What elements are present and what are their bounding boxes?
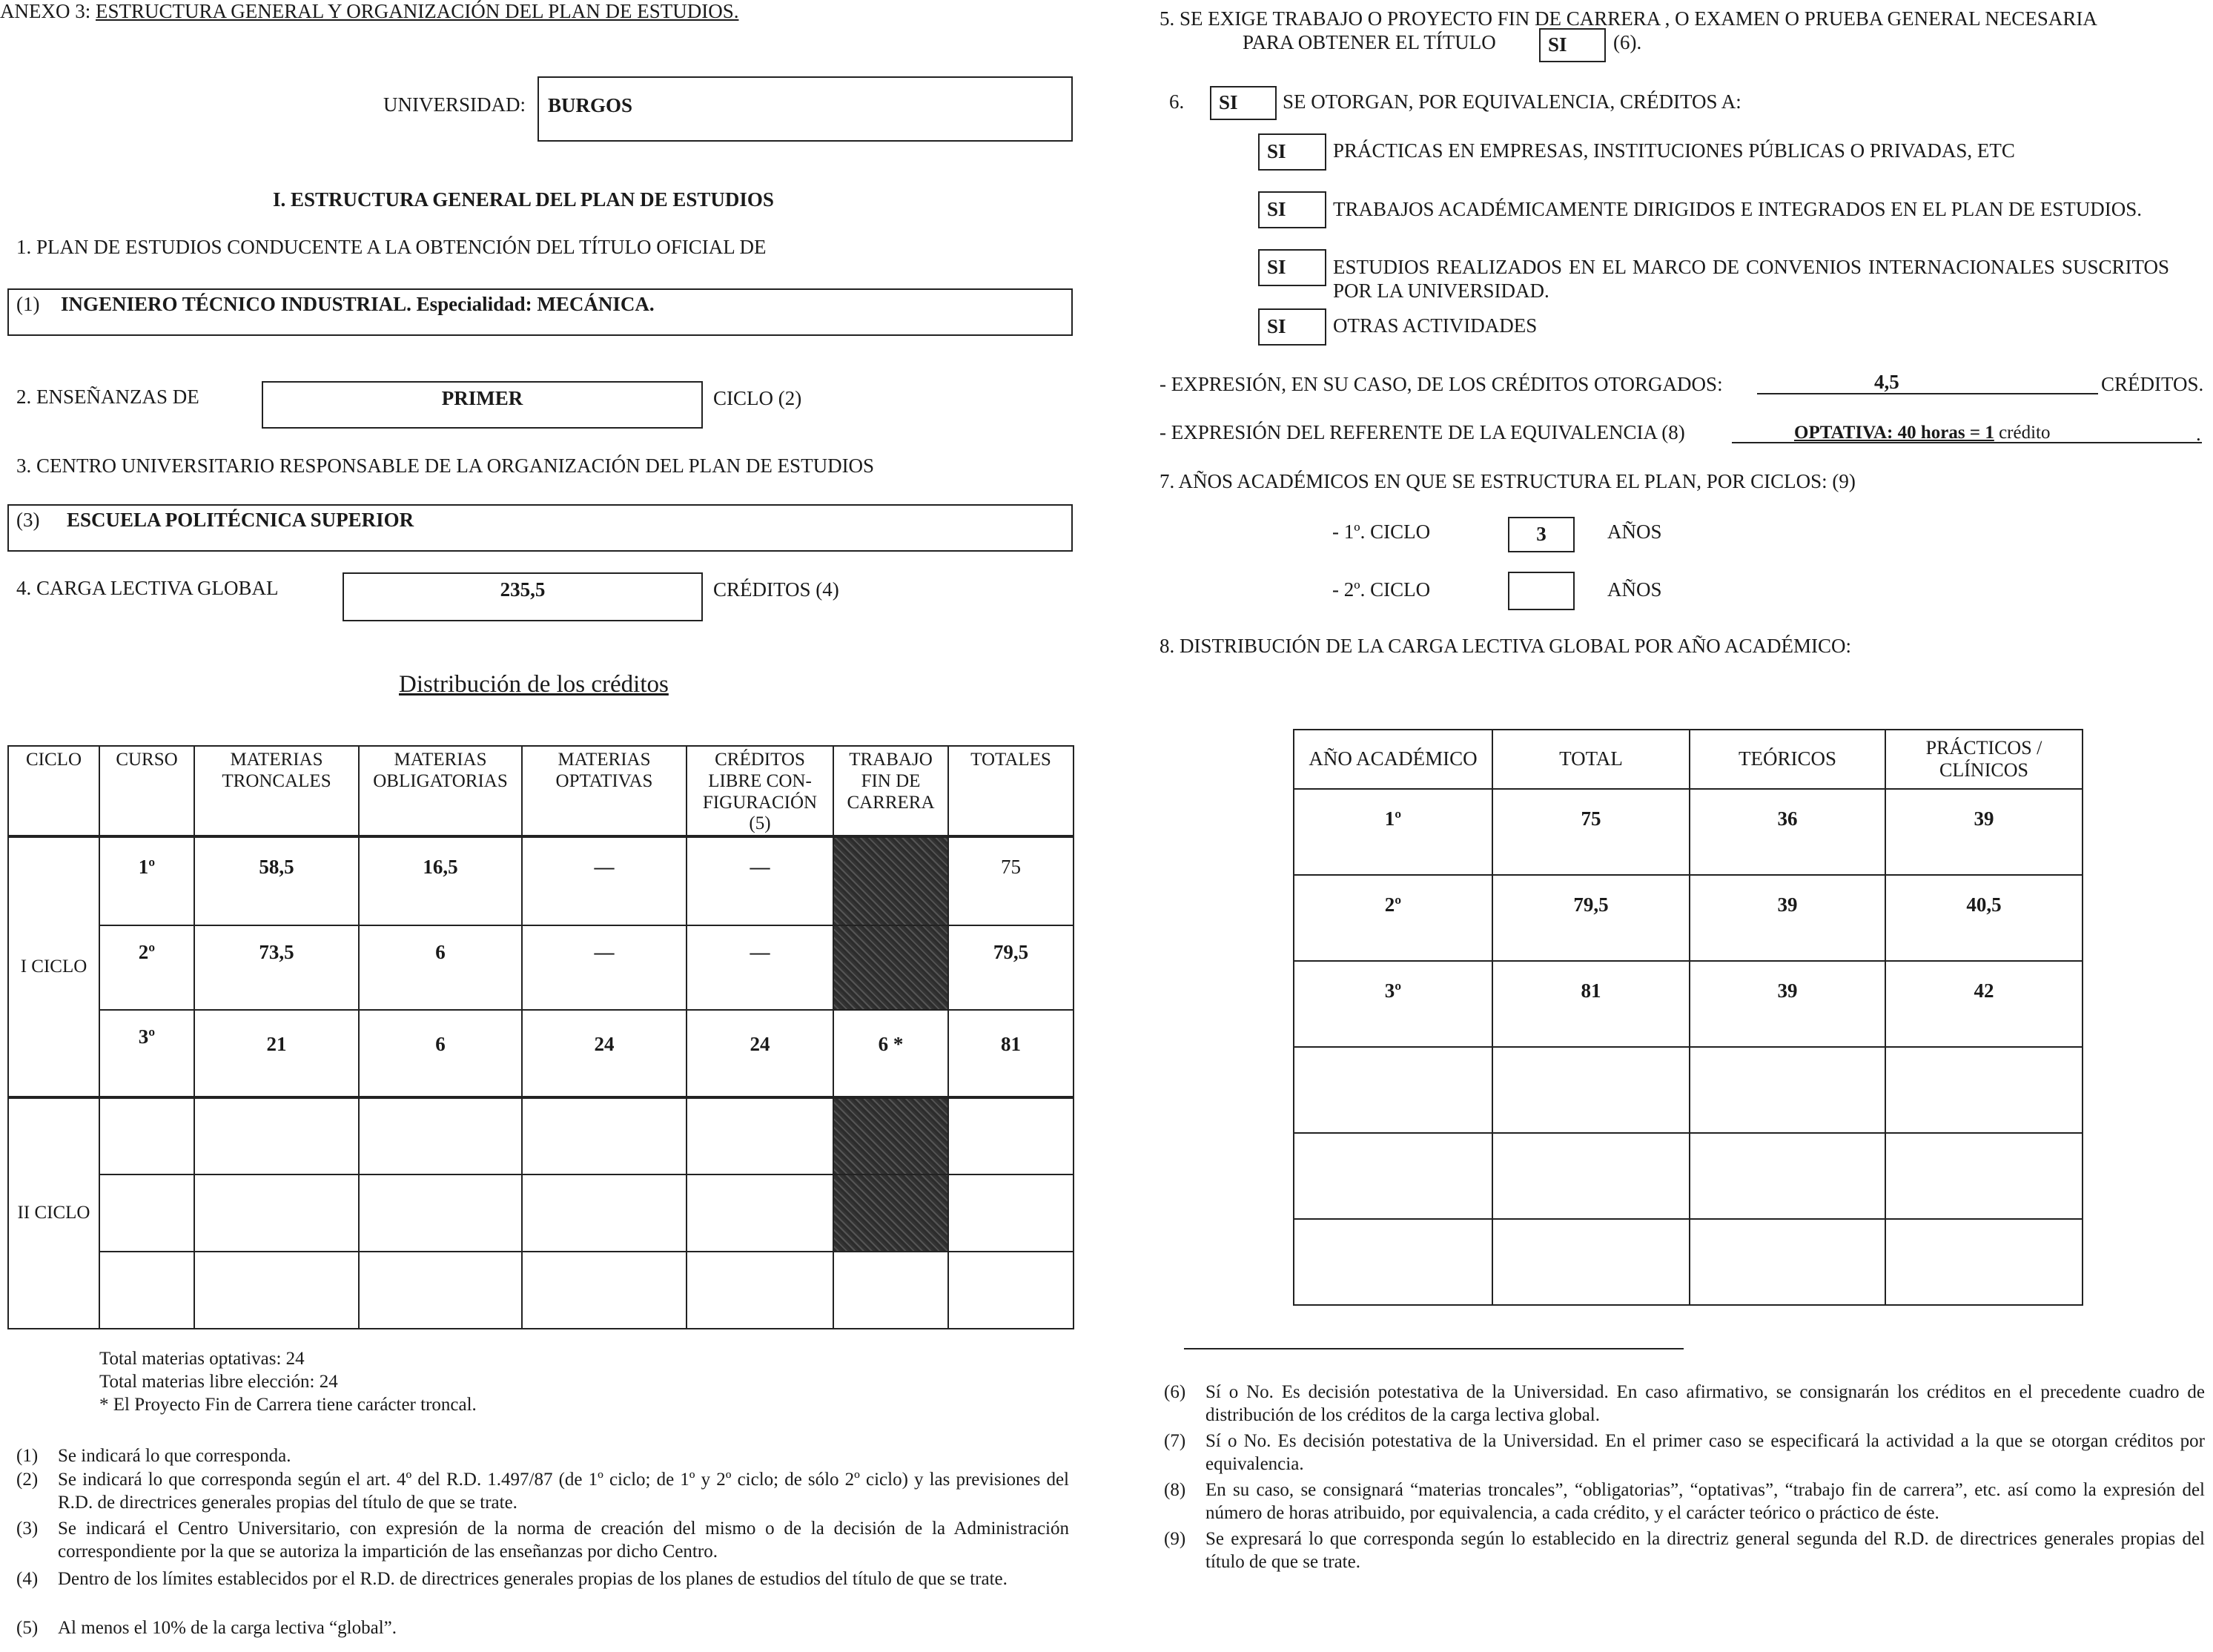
empty-cell: [194, 1174, 359, 1252]
footnote-num: (5): [16, 1618, 39, 1638]
empty-cell: [1492, 1047, 1690, 1133]
option-box: SI: [1258, 191, 1326, 228]
table-row: [1294, 1047, 2083, 1133]
empty-cell: [833, 1252, 948, 1329]
item5-box: SI: [1539, 28, 1606, 62]
item4-value: 235,5: [500, 578, 546, 601]
ciclo2-anos: AÑOS: [1607, 578, 1662, 601]
empty-cell: [1294, 1133, 1492, 1219]
curso-cell: 3º: [99, 1010, 194, 1097]
ciclo1-anos: AÑOS: [1607, 521, 1662, 543]
totales-cell: 79,5: [948, 925, 1074, 1010]
total-cell: 75: [1492, 789, 1690, 875]
item4-field: [343, 572, 703, 621]
ciclo2-cell: II CICLO: [8, 1097, 99, 1329]
teoricos-cell: 39: [1690, 875, 1885, 961]
item2-field: [262, 381, 703, 429]
empty-cell: [359, 1174, 522, 1252]
table-row: [8, 1252, 1074, 1329]
item2-suffix: CICLO (2): [713, 387, 802, 409]
empty-cell: [1294, 1219, 1492, 1305]
footnote-num: (1): [16, 1446, 39, 1466]
universidad-value: BURGOS: [548, 94, 633, 116]
expr1-suffix: CRÉDITOS.: [2101, 373, 2204, 395]
table-row: [1294, 789, 2083, 875]
empty-cell: [1885, 1047, 2083, 1133]
header-troncales: MATERIAS TRONCALES: [194, 746, 359, 836]
optativas-cell: —: [522, 836, 687, 925]
item6-box: SI: [1210, 86, 1277, 120]
footnote-text: Al menos el 10% de la carga lectiva “global”.: [58, 1618, 397, 1638]
item7-text: 7. AÑOS ACADÉMICOS EN QUE SE ESTRUCTURA EL PLAN, POR CICLOS: (9): [1160, 470, 1856, 492]
footnote-num: (7): [1164, 1431, 1186, 1451]
footnote-9: [1164, 1527, 2206, 1575]
trabajo-cell-shaded: [833, 1097, 948, 1174]
ciclo2-field: [1508, 572, 1575, 610]
header-ciclo: CICLO: [8, 746, 99, 836]
empty-cell: [948, 1097, 1074, 1174]
ciclo1-cell: I CICLO: [8, 836, 99, 1097]
empty-cell: [1690, 1133, 1885, 1219]
footnote-text: Se indicará lo que corresponda según el art. 4º del R.D. 1.497/87 (de 1º ciclo; de 1º y 2º ciclo; de sólo 2º ciclo) y las previsiones del R.D. de directrices generales propias del título de que se trate.: [58, 1470, 1069, 1513]
empty-cell: [194, 1252, 359, 1329]
ciclo1-label: - 1º. CICLO: [1332, 521, 1431, 543]
totales-cell: 75: [948, 836, 1074, 925]
footnote-num: (9): [1164, 1529, 1186, 1549]
empty-cell: [522, 1252, 687, 1329]
option-box: SI: [1258, 249, 1326, 286]
footnote-text: Se indicará el Centro Universitario, con expresión de la norma de creación del mismo o de la decisión de la Administración correspondiente por la que se autoriza la impartición de las enseñanzas por dicho Centro.: [58, 1519, 1069, 1562]
item1-text: 1. PLAN DE ESTUDIOS CONDUCENTE A LA OBTENCIÓN DEL TÍTULO OFICIAL DE: [16, 236, 767, 258]
expr1-label: - EXPRESIÓN, EN SU CASO, DE LOS CRÉDITOS OTORGADOS:: [1160, 373, 1723, 395]
footnote-num: (2): [16, 1470, 39, 1490]
ciclo2-label: - 2º. CICLO: [1332, 578, 1431, 601]
option-text: PRÁCTICAS EN EMPRESAS, INSTITUCIONES PÚBLICAS O PRIVADAS, ETC: [1333, 139, 2015, 162]
curso-cell: 2º: [99, 925, 194, 1010]
header-obligatorias: MATERIAS OBLIGATORIAS: [359, 746, 522, 836]
ano-cell: 3º: [1294, 961, 1492, 1047]
empty-cell: [359, 1252, 522, 1329]
ano-cell: 2º: [1294, 875, 1492, 961]
empty-cell: [1492, 1133, 1690, 1219]
annex-heading: [0, 0, 738, 23]
empty-cell: [1885, 1133, 2083, 1219]
footnote-text: Dentro de los límites establecidos por el R.D. de directrices generales propias de los planes de estudios del título de que se trate.: [58, 1569, 1008, 1589]
empty-cell: [1294, 1047, 1492, 1133]
libre-cell: —: [687, 836, 833, 925]
footnote-text: En su caso, se consignará “materias troncales”, “obligatorias”, “optativas”, “trabajo fin de carrera”, etc. así como la expresión del número de horas atribuido, por equivalencia, a cada crédito, y el carácter teórico o práctico de éste.: [1205, 1480, 2205, 1524]
item5-line1: 5. SE EXIGE TRABAJO O PROYECTO FIN DE CARRERA , O EXAMEN O PRUEBA GENERAL NECESARIA: [1160, 7, 2097, 30]
footnote-text: Se expresará lo que corresponda según lo establecido en la directriz general segunda del R.D. de directrices generales propias del título de que se trate.: [1205, 1529, 2205, 1573]
obligatorias-cell: 6: [359, 1010, 522, 1097]
empty-cell: [359, 1097, 522, 1174]
item3-text: 3. CENTRO UNIVERSITARIO RESPONSABLE DE LA ORGANIZACIÓN DEL PLAN DE ESTUDIOS: [16, 455, 875, 477]
header-total: TOTAL: [1492, 730, 1690, 789]
item3-value: ESCUELA POLITÉCNICA SUPERIOR: [67, 509, 414, 531]
empty-cell: [99, 1174, 194, 1252]
annual-load-table: [1293, 729, 2083, 1306]
footnote-3: [16, 1517, 1069, 1565]
empty-cell: [1492, 1219, 1690, 1305]
ciclo1-field: [1508, 517, 1575, 552]
item4-suffix: CRÉDITOS (4): [713, 578, 839, 601]
footnote-separator: [1184, 1348, 1684, 1349]
empty-cell: [1690, 1047, 1885, 1133]
footnote-8: [1164, 1478, 2206, 1526]
footnote-7: [1164, 1430, 2206, 1477]
header-totales: TOTALES: [948, 746, 1074, 836]
practicos-cell: 42: [1885, 961, 2083, 1047]
item1-num: (1): [16, 293, 40, 315]
footnote-num: (6): [1164, 1382, 1186, 1402]
curso-cell: 1º: [99, 836, 194, 925]
item8-text: 8. DISTRIBUCIÓN DE LA CARGA LECTIVA GLOBAL POR AÑO ACADÉMICO:: [1160, 635, 1852, 657]
libre-cell: 24: [687, 1010, 833, 1097]
header-teoricos: TEÓRICOS: [1690, 730, 1885, 789]
footnote-num: (8): [1164, 1480, 1186, 1500]
option-text: ESTUDIOS REALIZADOS EN EL MARCO DE CONVENIOS INTERNACIONALES SUSCRITOS POR LA UNIVERSIDAD.: [1333, 256, 2169, 302]
item5-suffix: (6).: [1613, 31, 1642, 53]
troncales-cell: 73,5: [194, 925, 359, 1010]
expr2-value: [1794, 423, 2051, 444]
annex-title: ESTRUCTURA GENERAL Y ORGANIZACIÓN DEL PLAN DE ESTUDIOS.: [96, 0, 739, 22]
expr2-label: - EXPRESIÓN DEL REFERENTE DE LA EQUIVALENCIA (8): [1160, 421, 1685, 443]
trabajo-cell-shaded: [833, 836, 948, 925]
troncales-cell: 58,5: [194, 836, 359, 925]
empty-cell: [687, 1252, 833, 1329]
table-row: [1294, 1219, 2083, 1305]
item1-field: [7, 288, 1073, 336]
header-practicos: PRÁCTICOS / CLÍNICOS: [1885, 730, 2083, 789]
troncales-cell: 21: [194, 1010, 359, 1097]
table-row: [1294, 1133, 2083, 1219]
empty-cell: [1885, 1219, 2083, 1305]
table-row: [8, 1174, 1074, 1252]
empty-cell: [948, 1252, 1074, 1329]
table-row: [8, 1097, 1074, 1174]
note-optativas: Total materias optativas: 24: [99, 1349, 305, 1369]
expr2-value-bold: OPTATIVA: 40 horas = 1: [1794, 423, 1994, 443]
option-box: SI: [1258, 308, 1326, 346]
empty-cell: [99, 1097, 194, 1174]
universidad-field: [537, 76, 1073, 142]
teoricos-cell: 36: [1690, 789, 1885, 875]
expr1-value: 4,5: [1874, 371, 1899, 393]
header-curso: CURSO: [99, 746, 194, 836]
footnote-6: [1164, 1381, 2206, 1428]
empty-cell: [522, 1174, 687, 1252]
empty-cell: [99, 1252, 194, 1329]
footnote-5: [16, 1616, 1069, 1639]
obligatorias-cell: 6: [359, 925, 522, 1010]
item6-text: SE OTORGAN, POR EQUIVALENCIA, CRÉDITOS A:: [1283, 90, 1741, 113]
item1-value: INGENIERO TÉCNICO INDUSTRIAL. Especialidad: MECÁNICA.: [61, 293, 655, 315]
option-box: SI: [1258, 133, 1326, 171]
header-optativas: MATERIAS OPTATIVAS: [522, 746, 687, 836]
total-cell: 79,5: [1492, 875, 1690, 961]
footnote-2: [16, 1468, 1069, 1516]
trabajo-cell-shaded: [833, 1174, 948, 1252]
empty-cell: [948, 1174, 1074, 1252]
universidad-label: UNIVERSIDAD:: [383, 93, 526, 116]
footnote-text: Se indicará lo que corresponda.: [58, 1446, 291, 1466]
footnote-num: (3): [16, 1519, 39, 1539]
item3-field: [7, 504, 1073, 552]
ano-cell: 1º: [1294, 789, 1492, 875]
practicos-cell: 40,5: [1885, 875, 2083, 961]
section-title: I. ESTRUCTURA GENERAL DEL PLAN DE ESTUDIOS: [273, 188, 774, 211]
note-proyecto: * El Proyecto Fin de Carrera tiene carácter troncal.: [99, 1395, 477, 1415]
option-text: TRABAJOS ACADÉMICAMENTE DIRIGIDOS E INTEGRADOS EN EL PLAN DE ESTUDIOS.: [1333, 198, 2142, 220]
footnote-text: Sí o No. Es decisión potestativa de la Universidad. En el primer caso se especificará la actividad a la que se otorgan créditos por equivalencia.: [1205, 1431, 2205, 1475]
ciclo1-value: 3: [1536, 523, 1547, 545]
optativas-cell: —: [522, 925, 687, 1010]
footnote-num: (4): [16, 1569, 39, 1589]
totales-cell: 81: [948, 1010, 1074, 1097]
libre-cell: —: [687, 925, 833, 1010]
expr2-suffix: .: [2196, 423, 2201, 445]
item2-label: 2. ENSEÑANZAS DE: [16, 386, 199, 408]
table-row: [1294, 961, 2083, 1047]
annex-label: ANEXO 3:: [0, 0, 91, 22]
item5-line2: PARA OBTENER EL TÍTULO: [1243, 31, 1496, 53]
optativas-cell: 24: [522, 1010, 687, 1097]
table-row: [8, 925, 1074, 1010]
expr2-value-normal: crédito: [1994, 423, 2051, 443]
credit-distribution-table: [7, 745, 1074, 1329]
expr1-underline: [1757, 393, 2098, 394]
footnote-text: Sí o No. Es decisión potestativa de la Universidad. En caso afirmativo, se consignarán los créditos en el precedente cuadro de distribución de los créditos de la carga lectiva global.: [1205, 1382, 2205, 1426]
footnote-1: [16, 1444, 1069, 1467]
obligatorias-cell: 16,5: [359, 836, 522, 925]
total-cell: 81: [1492, 961, 1690, 1047]
item6-num: 6.: [1169, 90, 1185, 113]
table-row: [8, 1010, 1074, 1097]
option-text: OTRAS ACTIVIDADES: [1333, 314, 1538, 337]
item4-label: 4. CARGA LECTIVA GLOBAL: [16, 577, 279, 599]
item3-num: (3): [16, 509, 40, 531]
table-row: [1294, 875, 2083, 961]
trabajo-cell-shaded: [833, 925, 948, 1010]
header-ano: AÑO ACADÉMICO: [1294, 730, 1492, 789]
practicos-cell: 39: [1885, 789, 2083, 875]
empty-cell: [194, 1097, 359, 1174]
header-libre: CRÉDITOS LIBRE CON-FIGURACIÓN (5): [687, 746, 833, 836]
header-trabajo: TRABAJO FIN DE CARRERA: [833, 746, 948, 836]
empty-cell: [687, 1174, 833, 1252]
empty-cell: [1690, 1219, 1885, 1305]
note-libre: Total materias libre elección: 24: [99, 1372, 338, 1392]
item2-value: PRIMER: [441, 387, 523, 409]
notes-block: [99, 1347, 477, 1416]
footnote-4: [16, 1567, 1069, 1615]
distribution-title: Distribución de los créditos: [399, 671, 669, 698]
empty-cell: [687, 1097, 833, 1174]
empty-cell: [522, 1097, 687, 1174]
trabajo-cell: 6 *: [833, 1010, 948, 1097]
teoricos-cell: 39: [1690, 961, 1885, 1047]
table-row: [8, 836, 1074, 925]
